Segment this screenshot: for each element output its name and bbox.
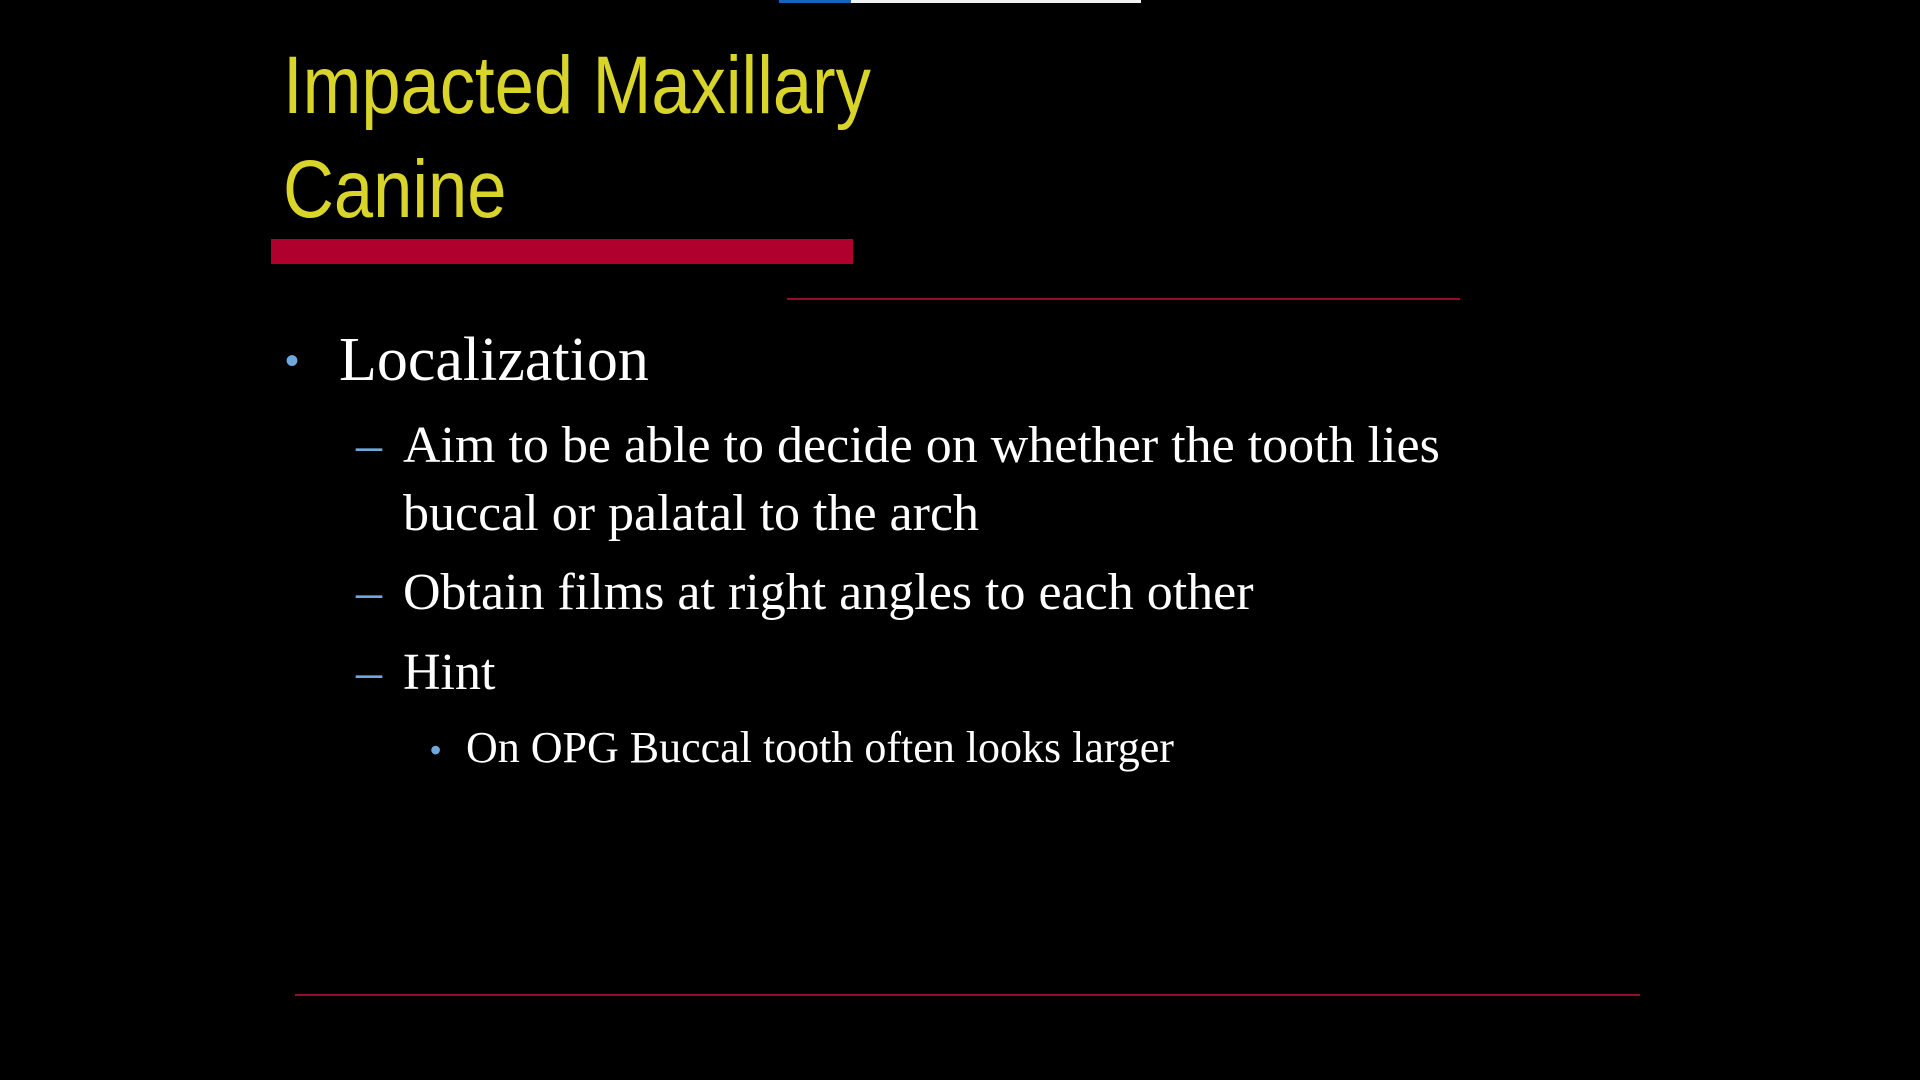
sub-bullet-dash-icon: – [356, 644, 382, 701]
sub-sub-bullet-marker-icon: • [430, 732, 442, 768]
divider-line-top [787, 298, 1460, 300]
slide-title [283, 34, 1057, 242]
top-accent-bar-blue [779, 0, 851, 3]
bullet-item-localization: Localization [339, 326, 649, 394]
sub-bullet-dash-icon: – [356, 417, 382, 474]
bullet-marker-icon: • [285, 339, 300, 383]
sub-bullet-item-aim: Aim to be able to decide on whether the tooth lies buccal or palatal to the arch [403, 417, 1440, 542]
slide-title-line-1: Impacted Maxillary [283, 40, 871, 131]
slide-title-line-2: Canine [283, 144, 507, 235]
sub-bullet-dash-icon: – [356, 564, 382, 621]
sub-sub-bullet-item-opg: On OPG Buccal tooth often looks larger [466, 723, 1174, 772]
top-accent-bar-white [851, 0, 1141, 3]
title-underline-bar [271, 239, 853, 264]
sub-bullet-item-films: Obtain films at right angles to each other [403, 564, 1254, 621]
sub-bullet-item-hint: Hint [403, 644, 496, 701]
divider-line-bottom [295, 994, 1640, 996]
